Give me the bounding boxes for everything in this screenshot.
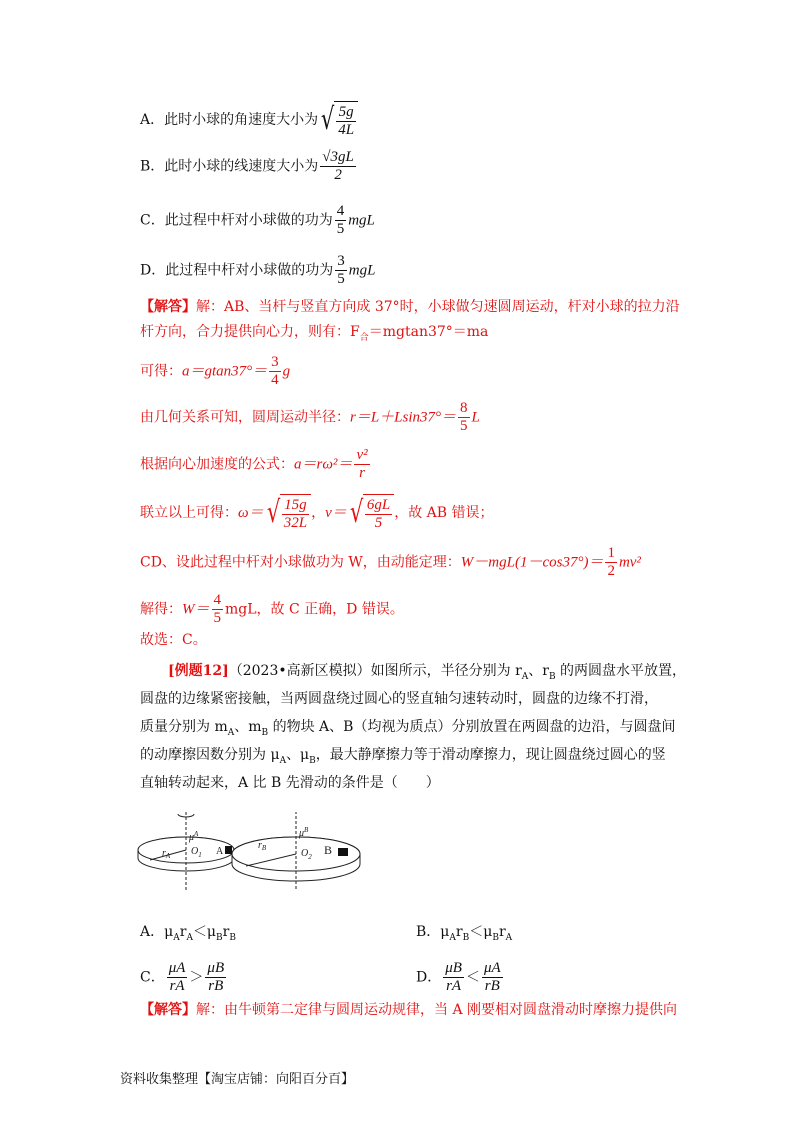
numerator: μA <box>168 960 186 976</box>
equation: W－mgL(1－cos37°)＝ <box>460 554 604 571</box>
footer: 资料收集整理【淘宝店铺：向阳百分百】 <box>120 1072 355 1087</box>
answer1-line3 <box>140 354 290 389</box>
fraction <box>605 545 617 580</box>
label: CD、设此过程中杆对小球做功为 W，由动能定理： <box>140 554 461 571</box>
denominator: rA <box>446 978 462 994</box>
answer-text: 故选：C。 <box>140 632 207 648</box>
subscript: A <box>449 932 456 943</box>
label: 联立以上可得： <box>140 505 238 521</box>
equation: v＝ <box>325 505 347 521</box>
denominator: 2 <box>607 563 615 579</box>
example-text: 如图所示，半径分别为 r <box>370 663 522 679</box>
fraction <box>458 400 470 435</box>
two-discs-figure <box>136 812 366 902</box>
operator: ＞ <box>189 969 204 986</box>
fraction <box>354 447 369 482</box>
label: 根据向心加速度的公式： <box>140 456 294 473</box>
fraction <box>212 592 224 627</box>
denominator: 4 <box>271 372 279 388</box>
subscript: B <box>261 727 269 738</box>
symbol: r <box>455 924 463 940</box>
answer1-line6 <box>140 494 494 532</box>
equation: mv² <box>618 554 641 571</box>
fraction <box>365 497 392 532</box>
denominator: 5 <box>213 610 221 626</box>
answer-tag: 【解答】 <box>140 1002 196 1018</box>
block-b <box>338 848 348 856</box>
example-text: 的两圆盘水平放置， <box>555 663 687 679</box>
example-text: 、m <box>234 719 262 735</box>
symbol: μ <box>440 924 450 940</box>
numerator: μB <box>207 960 225 976</box>
example-text: ，最大静摩擦力等于滑动摩擦力，现让圆盘绕过圆心的竖 <box>315 747 666 763</box>
label: 可得： <box>140 363 182 380</box>
equation: a＝rω²＝ <box>294 456 353 473</box>
example-text: 直轴转动起来，A 比 B 先滑动的条件是（ ） <box>140 775 440 791</box>
option-a-text: A．此时小球的角速度大小为 <box>140 112 319 128</box>
ex12-option-d <box>416 960 505 995</box>
option-label: D． <box>416 969 442 986</box>
subscript: A <box>227 727 235 738</box>
example-source: （2023•高新区模拟） <box>228 663 371 679</box>
numerator: v² <box>356 447 368 463</box>
fraction <box>282 497 309 532</box>
block-a <box>225 846 232 854</box>
subscript: A <box>173 932 180 943</box>
subscript: B <box>548 671 556 682</box>
ex12-option-b <box>416 922 512 948</box>
answer-text: ＝mgtan37°＝ma <box>368 324 489 340</box>
answer-text: ，故 AB 错误； <box>394 505 494 521</box>
denominator: 5 <box>460 418 468 434</box>
numerator: μB <box>445 960 462 976</box>
fraction <box>269 354 281 389</box>
option-a <box>140 101 358 139</box>
denominator: rA <box>169 978 185 994</box>
fraction <box>167 960 188 995</box>
example-text: 的动摩擦因数分别为 μ <box>140 747 280 763</box>
label-ra: $r_A$ <box>162 848 171 860</box>
option-c-text: C．此过程中杆对小球做的功为 <box>140 212 333 229</box>
variable: g <box>282 363 291 380</box>
fraction <box>335 203 347 238</box>
numerator: 3 <box>337 253 345 269</box>
example-text: 、r <box>528 663 549 679</box>
example-text: 、μ <box>286 747 310 763</box>
example-12-line2 <box>140 685 688 713</box>
denominator: r <box>359 465 365 481</box>
symbol: r <box>498 924 506 940</box>
answer1-line1 <box>140 297 680 317</box>
symbol: r <box>179 924 187 940</box>
denominator: 4L <box>338 121 355 138</box>
denominator: 5 <box>374 514 383 531</box>
numerator: 5g <box>336 104 356 122</box>
denominator: 5 <box>336 221 345 237</box>
option-d-text: D．此过程中杆对小球做的功为 <box>140 262 334 279</box>
equation: W＝ <box>182 601 210 618</box>
subscript: B <box>309 755 316 766</box>
denominator: 5 <box>337 271 345 287</box>
subscript: B <box>492 932 499 943</box>
fraction <box>482 960 503 995</box>
example-text: 的物块 A、B（均视为质点）分别放置在两圆盘的边沿，与圆盘间 <box>268 719 676 735</box>
equation: ω＝ <box>238 505 264 521</box>
numerator: 4 <box>213 592 221 608</box>
option-b <box>140 149 358 184</box>
fraction <box>320 149 356 184</box>
fraction <box>443 960 464 995</box>
denominator: 32L <box>283 514 308 531</box>
ex12-option-c <box>140 960 228 995</box>
ex12-option-a <box>140 922 236 948</box>
numerator: √3gL <box>322 149 354 165</box>
answer1-line8 <box>140 592 404 627</box>
numerator: μA <box>483 960 501 976</box>
numerator-value: 3gL <box>330 149 354 165</box>
sqrt-expression: √ $\frac{15g}{32L}$ <box>264 494 311 532</box>
numerator: 1 <box>607 545 615 561</box>
answer1-line7 <box>140 545 641 580</box>
answer1-line9 <box>140 630 207 650</box>
numerator: 3 <box>271 354 279 370</box>
subscript: B <box>216 932 223 943</box>
separator: ， <box>311 505 326 521</box>
answer1-line2 <box>140 322 488 348</box>
answer1-line5 <box>140 447 372 482</box>
answer-text: 解：由牛顿第二定律与圆周运动规律，当 A 刚要相对圆盘滑动时摩擦力提供向 <box>196 1002 678 1018</box>
symbol: μ <box>164 924 174 940</box>
numerator: 4 <box>336 203 345 219</box>
mgl-term: mgL <box>348 212 375 229</box>
option-label: A． <box>140 924 165 940</box>
denominator: 2 <box>334 167 342 183</box>
label-mub: $\mu^B$ <box>299 826 309 839</box>
label: 由几何关系可知，圆周运动半径： <box>140 409 350 426</box>
fraction <box>336 104 356 139</box>
subscript: A <box>186 932 193 943</box>
mgl-term: mgL <box>348 262 376 279</box>
option-b-text: B．此时小球的线速度大小为 <box>140 158 319 175</box>
answer1-line4 <box>140 400 480 435</box>
label-rb: $r_B$ <box>258 840 267 852</box>
example-text: 圆盘的边缘紧密接触，当两圆盘绕过圆心的竖直轴匀速转动时，圆盘的边缘不打滑， <box>140 691 658 707</box>
fraction <box>335 253 347 288</box>
example-text: 质量分别为 m <box>140 719 228 735</box>
example-12-line5 <box>140 769 688 797</box>
numerator: 6gL <box>366 496 391 513</box>
equation: r＝L＋Lsin37°＝ <box>350 409 457 426</box>
label-o2: $O_2$ <box>301 848 312 861</box>
denominator: rB <box>484 978 500 994</box>
numerator: 8 <box>460 400 468 416</box>
answer2-line1 <box>140 1000 677 1020</box>
sqrt-expression: √ $\frac{6gL}{5}$ <box>347 494 394 532</box>
option-label: B． <box>416 924 441 940</box>
answer-tag: 【解答】 <box>140 299 196 315</box>
subscript: B <box>229 932 236 943</box>
operator: ＜ <box>465 969 480 986</box>
equation: a＝gtan37°＝ <box>182 363 268 380</box>
label-a: A <box>216 846 224 857</box>
answer-text: mgL，故 C 正确，D 错误。 <box>225 601 404 618</box>
subscript: 合 <box>359 332 369 343</box>
label-b: B <box>324 843 333 857</box>
answer-text: 解：AB、当杆与竖直方向成 37°时，小球做匀速圆周运动，杆对小球的拉力沿 <box>196 299 680 315</box>
label-o1: $O_1$ <box>191 846 202 859</box>
option-label: C． <box>140 969 165 986</box>
symbol: r <box>222 924 230 940</box>
subscript: A <box>279 755 287 766</box>
subscript: A <box>521 671 529 682</box>
symbol: ＜μ <box>192 924 217 940</box>
subscript: A <box>505 932 513 943</box>
subscript: B <box>462 932 470 943</box>
answer-text: 杆方向，合力提供向心力，则有：F <box>140 324 360 340</box>
denominator: rB <box>208 978 224 994</box>
variable: L <box>471 409 480 426</box>
label-mua: $\mu^A$ <box>189 830 199 843</box>
fraction <box>205 960 226 995</box>
option-c <box>140 203 375 238</box>
numerator: 15g <box>282 497 309 515</box>
sqrt-expression: √ $\frac{5g}{4L}$ <box>318 101 358 139</box>
option-d <box>140 253 375 288</box>
symbol: ＜μ <box>469 924 493 940</box>
example-tag: [例题12] <box>168 663 229 679</box>
label: 解得： <box>140 601 182 618</box>
